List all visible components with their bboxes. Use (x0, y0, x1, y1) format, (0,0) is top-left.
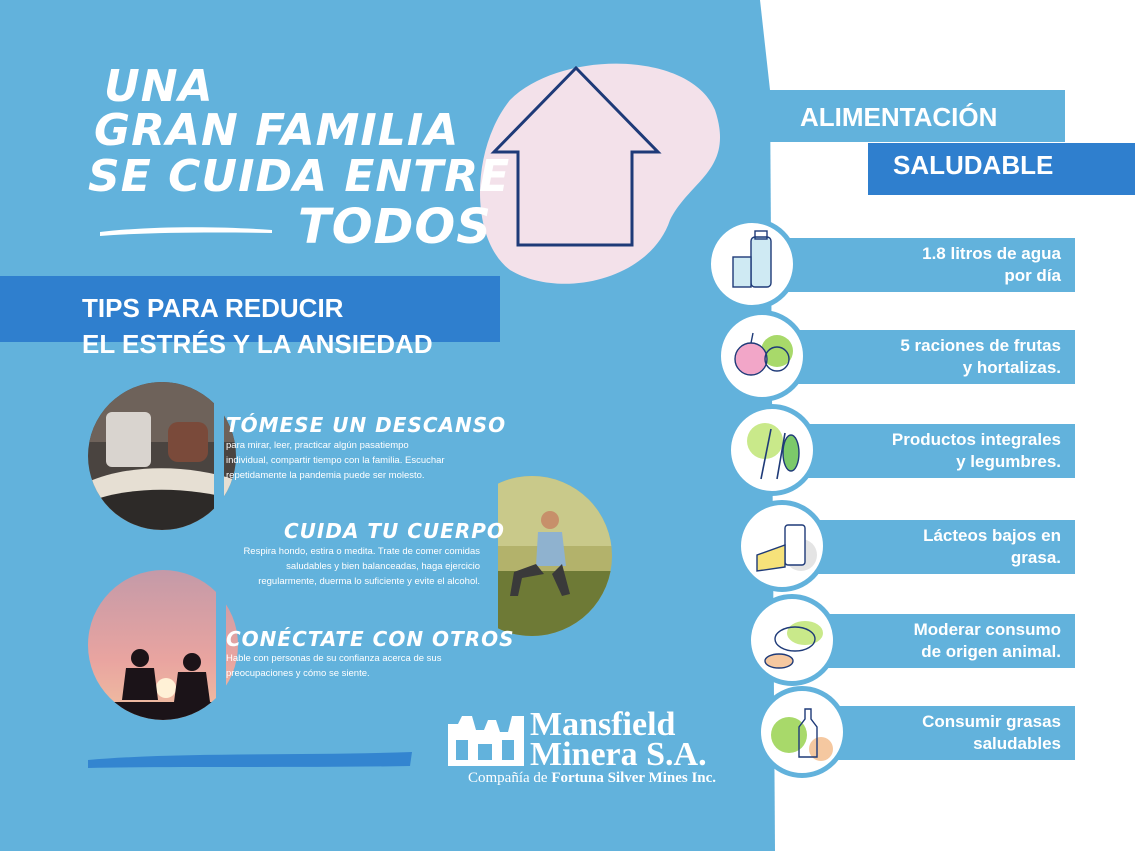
diet-row-fats (810, 706, 1075, 760)
diet-row-dairy (790, 520, 1075, 574)
wheat-icon (726, 404, 818, 496)
dairy-icon (736, 500, 828, 592)
logo-name-line-2: Minera S.A. (530, 736, 707, 773)
diet-row-line: y hortalizas. (962, 358, 1061, 377)
tip-body-line: individual, compartir tiempo con la familia. Escuchar (226, 455, 445, 466)
tip-body-line: repetidamente la pandemia puede ser molesto. (226, 470, 425, 481)
headline-line-2: GRAN FAMILIA (94, 105, 460, 156)
diet-row-line: grasa. (1010, 548, 1061, 567)
diet-row-line: Consumir grasas (922, 712, 1061, 731)
diet-row-line: por día (1004, 266, 1061, 285)
tip-body-line: regularmente, duerma lo suficiente y evite el alcohol. (258, 576, 480, 587)
tip-body-cuerpo (226, 544, 480, 589)
logo-subtitle-prefix: Compañía de (468, 770, 552, 786)
diet-row-line: saludables (973, 734, 1061, 753)
water-bottle-icon (706, 218, 798, 310)
diet-heading-line-2: SALUDABLE (893, 150, 1054, 180)
olive-oil-icon (756, 686, 848, 778)
mansfield-logo-icon (448, 710, 524, 766)
chicken-icon (746, 594, 838, 686)
logo-subtitle (468, 770, 716, 787)
tips-heading (82, 290, 433, 362)
logo-subtitle-company: Fortuna Silver Mines Inc. (551, 770, 717, 786)
diet-row-fruits (770, 330, 1075, 384)
diet-row-line: de origen animal. (921, 642, 1061, 661)
tip-body-line: saludables y bien balanceadas, haga ejercicio (286, 561, 480, 572)
tip-body-conectate (226, 651, 441, 681)
tip-title-conectate: CONÉCTATE CON OTROS (226, 627, 515, 651)
photo-mask (216, 565, 226, 725)
photo-mask (214, 380, 224, 540)
headline-line-1: UNA (104, 61, 214, 112)
headline-line-4: TODOS (298, 199, 492, 255)
diet-row-animal (800, 614, 1075, 668)
tip-title-descanso: TÓMESE UN DESCANSO (226, 413, 507, 437)
tip-body-descanso (226, 438, 445, 483)
tips-heading-line-2: EL ESTRÉS Y LA ANSIEDAD (82, 329, 433, 359)
fruit-icon (716, 310, 808, 402)
diet-row-line: Productos integrales (891, 430, 1061, 449)
tips-heading-line-1: TIPS PARA REDUCIR (82, 293, 344, 323)
diet-row-line: y legumbres. (956, 452, 1061, 471)
diet-heading-line-1: ALIMENTACIÓN (800, 102, 998, 132)
diet-row-line: Moderar consumo (913, 620, 1061, 639)
diet-row-line: Lácteos bajos en (923, 526, 1061, 545)
diet-row-line: 1.8 litros de agua (922, 244, 1061, 263)
tip-body-line: para mirar, leer, practicar algún pasatiempo (226, 440, 409, 451)
headline-line-3: SE CUIDA ENTRE (88, 151, 511, 202)
diet-row-line: 5 raciones de frutas (900, 336, 1061, 355)
tip-title-cuerpo: CUIDA TU CUERPO (284, 519, 505, 543)
tip-body-line: Respira hondo, estira o medita. Trate de comer comidas (243, 546, 480, 557)
logo-name-line-1: Mansfield (530, 706, 676, 743)
diet-row-water (760, 238, 1075, 292)
tip-body-line: Hable con personas de su confianza acerca de sus (226, 653, 442, 664)
tip-body-line: preocupaciones y cómo se siente. (226, 668, 370, 679)
